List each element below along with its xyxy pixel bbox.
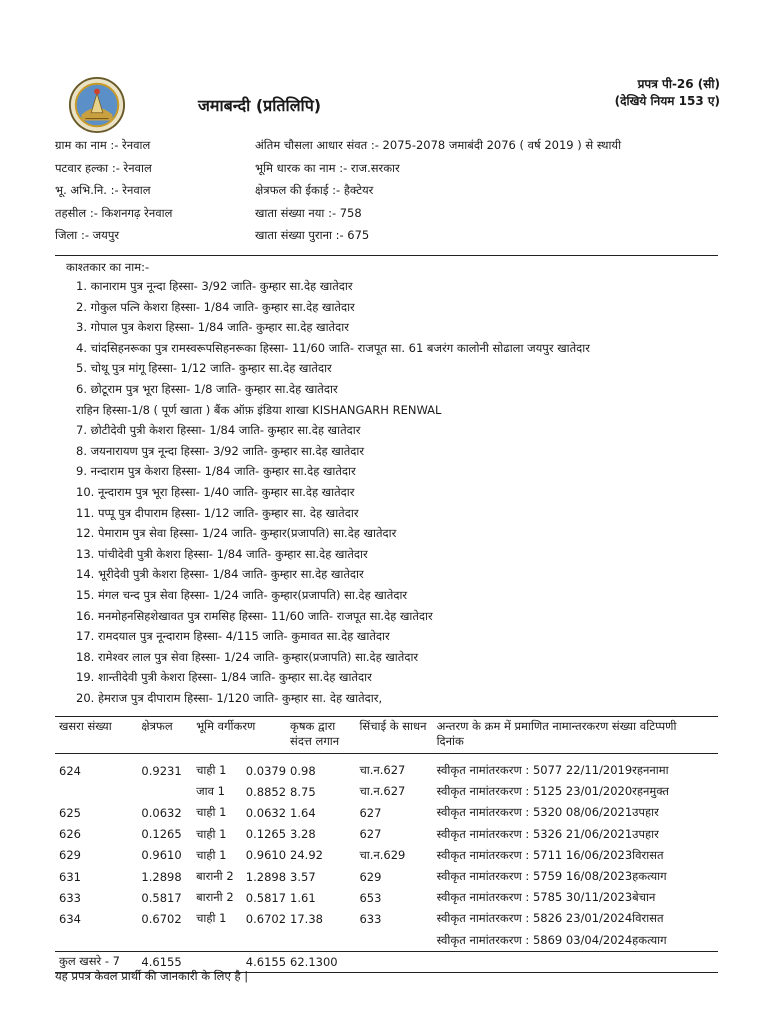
land-records-inspector: भू. अभि.नि. :- रेनवाल <box>55 183 151 197</box>
village-name: ग्राम का नाम :- रेनवाल <box>55 138 151 152</box>
list-item: 11. पप्पू पुत्र दीपाराम हिस्सा- 1/12 जाति- कुम्हार सा. देह खातेदार <box>76 505 359 520</box>
total-rent: 62.1300 <box>290 954 338 969</box>
settlement-basis: अंतिम चौसला आधार संवत :- 2075-2078 जमाबंदी 2076 ( वर्ष 2019 ) से स्थायी <box>255 138 622 152</box>
list-item: 7. छोटीदेवी पुत्री केशरा हिस्सा- 1/84 जाति- कुम्हार सा.देह खातेदार <box>76 423 361 438</box>
list-item: 2. गोकुल पत्नि केशरा हिस्सा- 1/84 जाति- कुम्हार सा.देह खातेदार <box>76 299 355 314</box>
table-row: जाव 1 0.8852 8.75 चा.न.627 स्वीकृत नामांतरकरण : 5125 23/01/2020रहनमुक्त <box>196 784 669 799</box>
table-row: 629 0.9610 चाही 1 0.9610 24.92 चा.न.629 स्वीकृत नामांतरकरण : 5711 16/06/2023विरासत <box>59 847 664 863</box>
page-title: जमाबन्दी (प्रतिलिपि) <box>198 96 322 115</box>
list-item: 16. मनमोहनसिहशेखावत पुत्र रामसिह हिस्सा- 11/60 जाति- राजपूत सा.देह खातेदार <box>76 608 433 623</box>
table-row: 625 0.0632 चाही 1 0.0632 1.64 627 स्वीकृत नामांतरकरण : 5320 08/06/2021उपहार <box>59 805 659 820</box>
column-header: क्षेत्रफल <box>141 719 173 733</box>
form-code <box>615 76 720 110</box>
total-classified-area: 4.6155 <box>245 954 287 969</box>
column-header: खसरा संख्या <box>59 719 112 733</box>
column-header: टिप्पणी <box>646 719 677 733</box>
list-item: 12. पेमाराम पुत्र सेवा हिस्सा- 1/24 जाति- कुम्हार(प्रजापति) सा.देह खातेदार <box>76 526 397 541</box>
tehsil: तहसील :- किशनगढ़ रेनवाल <box>55 205 173 220</box>
list-item: 4. चांदसिहनरूका पुत्र रामस्वरूपसिहनरूका हिस्सा- 11/60 जाति- राजपूत सा. 61 बजरंग कालोनी सोढाला जयपुर खातेदार <box>76 340 590 355</box>
column-header: कृषक द्वारा संदत्त लगान <box>290 719 340 748</box>
list-item: 18. रामेश्वर लाल पुत्र सेवा हिस्सा- 1/24 जाति- कुम्हार(प्रजापति) सा.देह खातेदार <box>76 649 419 664</box>
account-number-old: खाता संख्या पुराना :- 675 <box>255 228 370 242</box>
table-row: 626 0.1265 चाही 1 0.1265 3.28 627 स्वीकृत नामांतरकरण : 5326 21/06/2021उपहार <box>59 826 659 842</box>
table-row: 634 0.6702 चाही 1 0.6702 17.38 633 स्वीकृत नामांतरकरण : 5826 23/01/2024विरासत <box>59 911 664 926</box>
column-header: सिंचाई के साधन <box>359 719 427 733</box>
table-row: 633 0.5817 बारानी 2 0.5817 1.61 653 स्वीकृत नामांतरकरण : 5785 30/11/2023बेचान <box>59 890 656 905</box>
divider <box>55 255 718 256</box>
table-header-row <box>55 717 718 754</box>
list-item: 5. चोथू पुत्र मांगू हिस्सा- 1/12 जाति- कुम्हार सा.देह खातेदार <box>76 361 332 376</box>
footer-note: यह प्रपत्र केवल प्रार्थी की जानकारी के लिए है | <box>55 969 249 983</box>
patwar-circle: पटवार हल्का :- रेनवाल <box>55 160 152 175</box>
form-number: प्रपत्र पी-26 (सी) <box>637 77 720 91</box>
column-header: अन्तरण के क्रम में प्रमाणित नामान्तरकरण संख्या व दिनांक <box>436 719 647 748</box>
list-item: 15. मंगल चन्द पुत्र सेवा हिस्सा- 1/24 जाति- कुम्हार(प्रजापति) सा.देह खातेदार <box>76 587 408 602</box>
list-item: 14. भूरीदेवी पुत्री केशरा हिस्सा- 1/84 जाति- कुम्हार सा.देह खातेदार <box>76 567 364 582</box>
list-item: 9. नन्दाराम पुत्र केशरा हिस्सा- 1/84 जाति- कुम्हार सा.देह खातेदार <box>76 464 356 479</box>
table-row: 631 1.2898 बारानी 2 1.2898 3.57 629 स्वीकृत नामांतरकरण : 5759 16/08/2023हकत्याग <box>59 869 667 884</box>
rajasthan-emblem-icon <box>68 76 126 134</box>
owners-list <box>66 276 590 708</box>
table-row: स्वीकृत नामांतरकरण : 5869 03/04/2024हकत्याग <box>436 932 667 947</box>
table-row: 624 0.9231 चाही 1 0.0379 0.98 चा.न.627 स्वीकृत नामांतरकरण : 5077 22/11/2019रहननामा <box>59 763 669 778</box>
area-unit: क्षेत्रफल की ईकाई :- हैक्टेयर <box>255 183 374 197</box>
meta-right <box>255 134 621 247</box>
column-header: भूमि वर्गीकरण <box>196 719 256 733</box>
total-area: 4.6155 <box>141 954 182 969</box>
list-item: 8. जयनारायण पुत्र नून्दा हिस्सा- 3/92 जाति- कुम्हार सा.देह खातेदार <box>76 443 365 458</box>
mortgage-note: राहिन हिस्सा-1/8 ( पूर्ण खाता ) बैंक ऑफ़ इंडिया शाखा KISHANGARH RENWAL <box>76 402 442 417</box>
list-item: 13. पांचीदेवी पुत्री केशरा हिस्सा- 1/84 जाति- कुम्हार सा.देह खातेदार <box>76 546 368 561</box>
meta-left <box>55 134 172 247</box>
owners-heading: काश्तकार का नाम:- <box>66 260 150 274</box>
land-holder-name: भूमि धारक का नाम :- राज.सरकार <box>255 160 400 175</box>
list-item: 10. नून्दाराम पुत्र भूरा हिस्सा- 1/40 जाति- कुम्हार सा.देह खातेदार <box>76 484 355 499</box>
list-item: 19. शान्तीदेवी पुत्री केशरा हिस्सा- 1/84 जाति- कुम्हार सा.देह खातेदार <box>76 670 372 685</box>
list-item: 3. गोपाल पुत्र केशरा हिस्सा- 1/84 जाति- कुम्हार सा.देह खातेदार <box>76 320 349 335</box>
list-item: 17. रामदयाल पुत्र नून्दाराम हिस्सा- 4/115 जाति- कुमावत सा.देह खातेदार <box>76 629 390 644</box>
list-item: 1. कानाराम पुत्र नून्दा हिस्सा- 3/92 जाति- कुम्हार सा.देह खातेदार <box>76 279 353 293</box>
form-rule-reference: (देखिये नियम 153 ए) <box>614 94 720 108</box>
land-records-table <box>55 716 718 973</box>
list-item: 20. हेमराज पुत्र दीपाराम हिस्सा- 1/120 जाति- कुम्हार सा. देह खातेदार, <box>76 690 383 705</box>
list-item: 6. छोटूराम पुत्र भूरा हिस्सा- 1/8 जाति- कुम्हार सा.देह खातेदार <box>76 381 338 396</box>
district: जिला :- जयपुर <box>55 228 120 242</box>
account-number-new: खाता संख्या नया :- 758 <box>255 205 362 220</box>
total-label: कुल खसरे - 7 <box>59 954 120 969</box>
